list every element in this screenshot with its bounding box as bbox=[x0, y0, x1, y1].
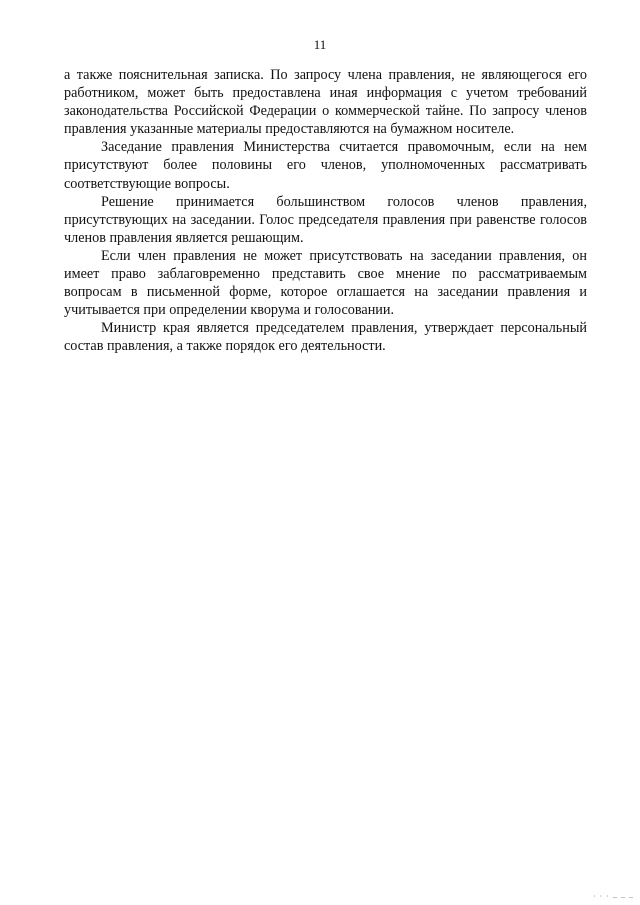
scan-artifact-mark: · · · – – – bbox=[593, 892, 634, 901]
paragraph-quorum: Заседание правления Министерства считается правомочным, если на нем присутствуют более половины его членов, уполномоченных рассматривать соответствующие вопросы. bbox=[64, 139, 587, 192]
paragraph-continuation: а также пояснительная записка. По запросу члена правления, не являющегося его работником, может быть предоставлена иная информация с учетом требований законодательства Российской Федерации о коммерческой тайне. По запросу членов правления указанные материалы предоставляются на бумажном носителе. bbox=[64, 67, 587, 138]
paragraph-chairman: Министр края является председателем правления, утверждает персональный состав правления, а также порядок его деятельности. bbox=[64, 320, 587, 355]
paragraph-written-opinion: Если член правления не может присутствовать на заседании правления, он имеет право заблаговременно представить свое мнение по рассматриваемым вопросам в письменной форме, которое оглашается на заседании правления и учитывается при определении кворума и голосовании. bbox=[64, 247, 587, 319]
page-number: 11 bbox=[313, 37, 327, 52]
paragraph-decision: Решение принимается большинством голосов членов правления, присутствующих на заседании. Голос председателя правления при равенстве голосов членов правления является решающим. bbox=[64, 193, 587, 246]
document-body bbox=[64, 66, 587, 356]
